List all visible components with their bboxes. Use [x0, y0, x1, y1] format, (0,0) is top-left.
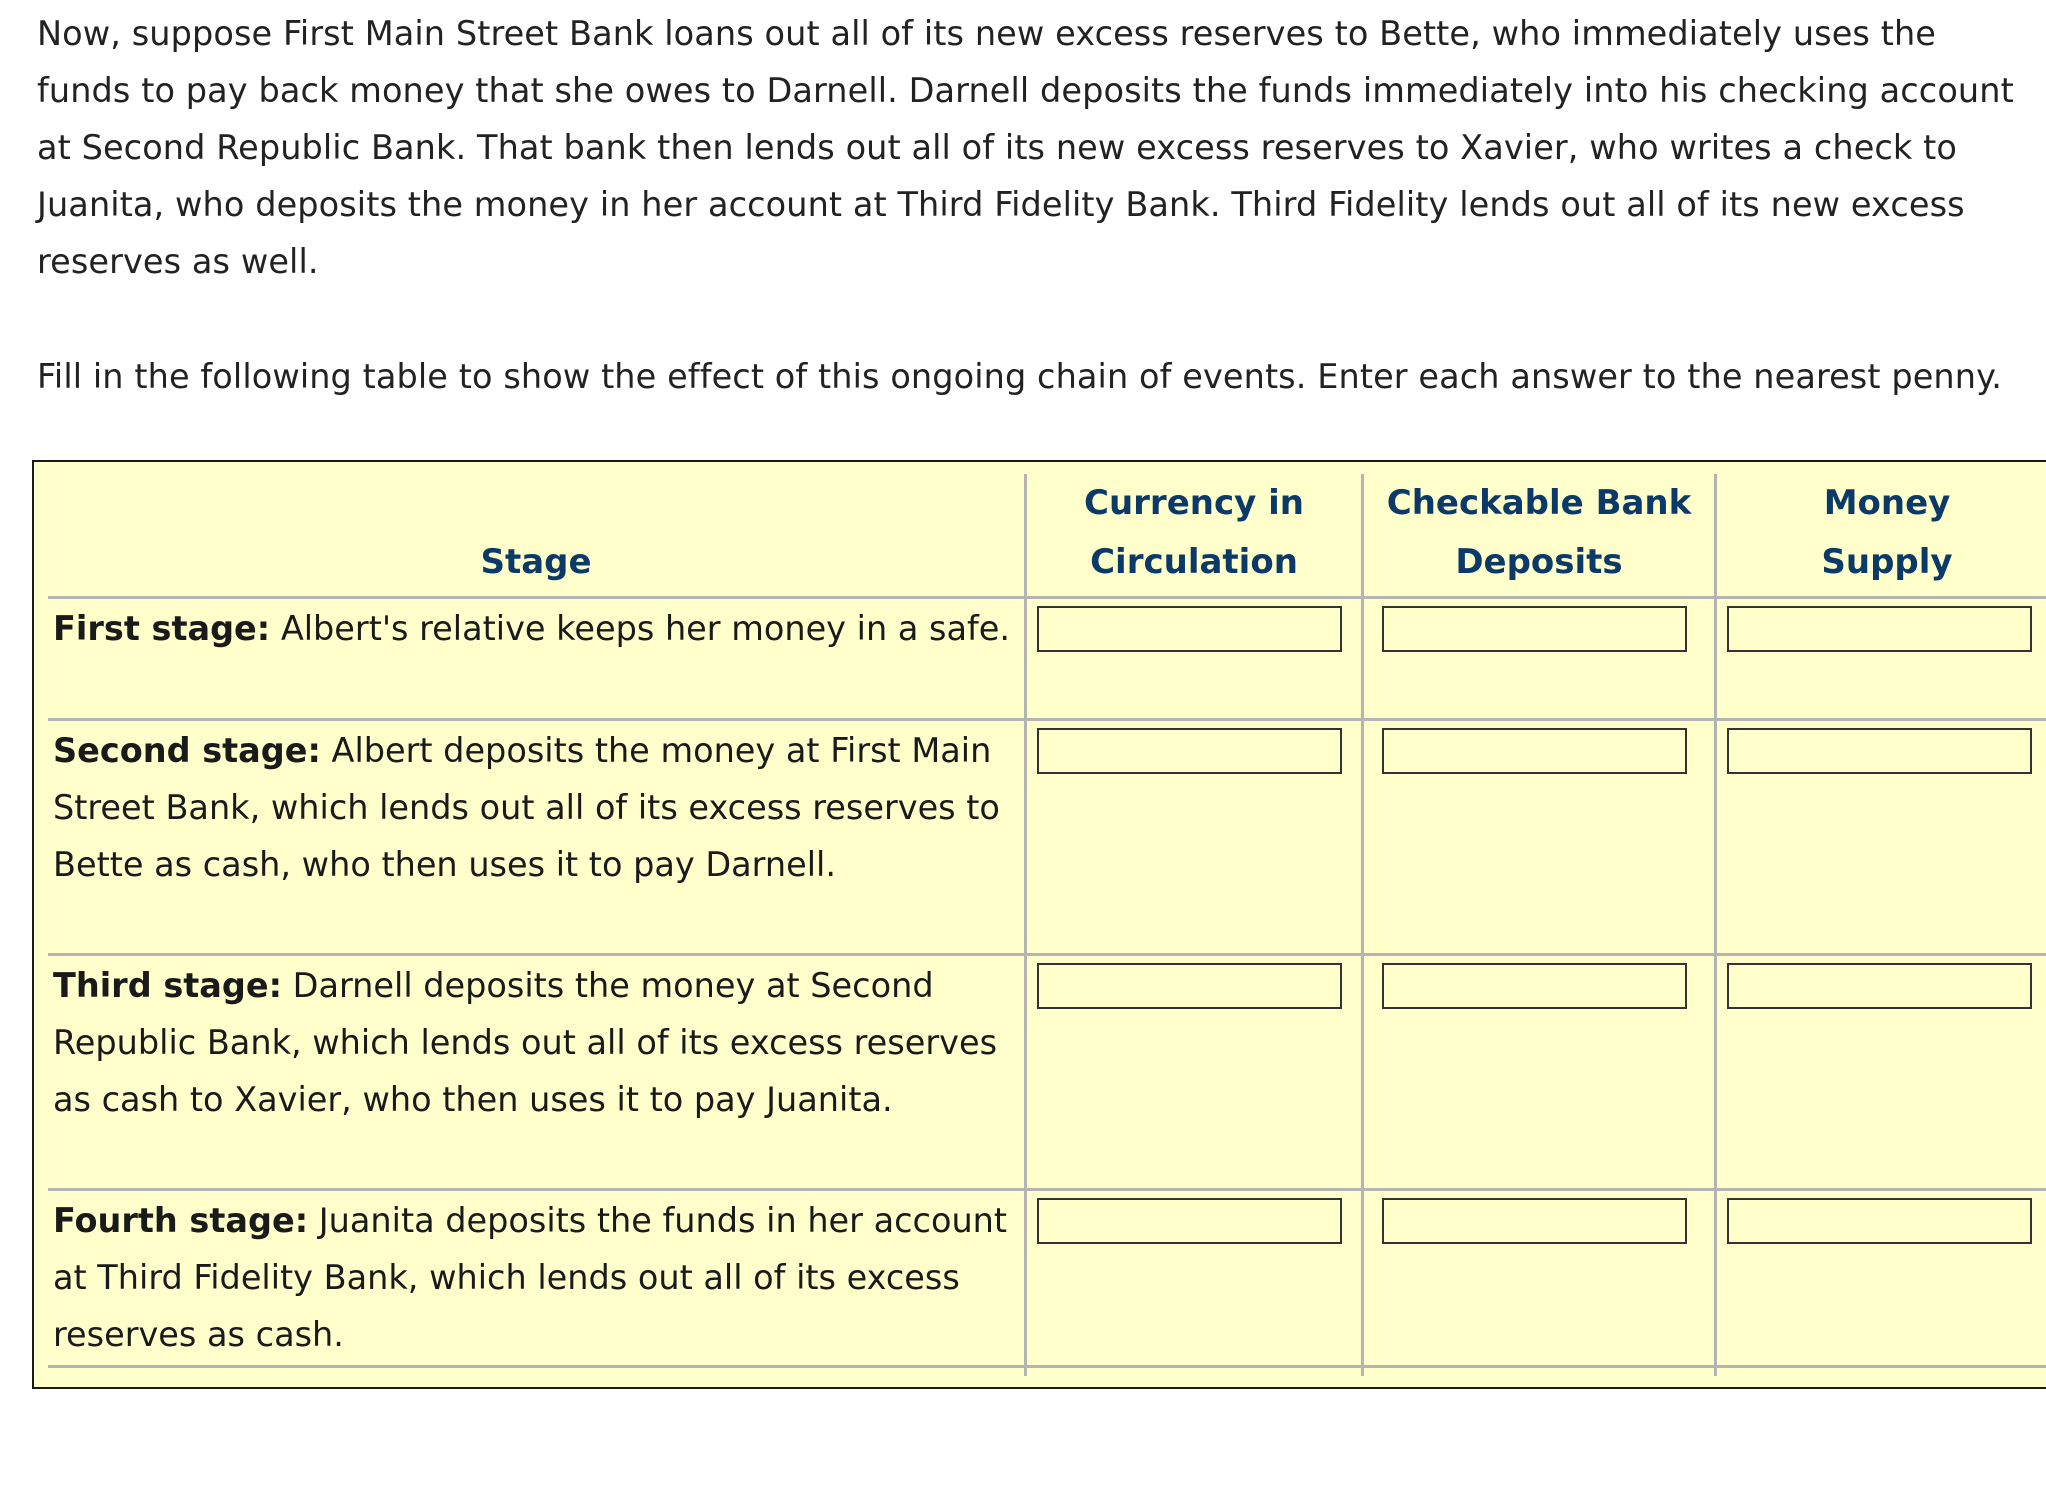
- row-divider: [48, 1365, 2046, 1368]
- first-stage-deposits-input[interactable]: [1382, 606, 1687, 652]
- stage-text: Darnell deposits the money at Second Republic Bank, which lends out all of its excess reserves as cash to Xavier, who then uses it to pay Juanita.: [53, 966, 998, 1119]
- second-stage-currency-input[interactable]: [1037, 728, 1342, 774]
- second-stage-deposits-input[interactable]: [1382, 728, 1687, 774]
- row-divider: [48, 953, 2046, 956]
- stage-text: Albert's relative keeps her money in a safe.: [270, 609, 1011, 648]
- stage-label: First stage:: [53, 609, 271, 648]
- fourth-stage-money-supply-input[interactable]: [1727, 1198, 2032, 1244]
- header-stage: [48, 533, 1024, 592]
- row-divider: [48, 1188, 2046, 1191]
- stage-text: Juanita deposits the funds in her account at Third Fidelity Bank, which lends out all of its excess reserves as cash.: [53, 1201, 1008, 1354]
- first-stage-currency-input[interactable]: [1037, 606, 1342, 652]
- header-deposits-line1: Checkable Bank: [1386, 483, 1692, 523]
- first-stage-money-supply-input[interactable]: [1727, 606, 2032, 652]
- fourth-stage-currency-input[interactable]: [1037, 1198, 1342, 1244]
- row-divider: [48, 718, 2046, 721]
- money-supply-table: [32, 460, 2046, 1389]
- header-stage-label: Stage: [480, 542, 592, 582]
- header-money-line1: Money: [1823, 483, 1951, 523]
- instruction-paragraph: Fill in the following table to show the effect of this ongoing chain of events. Enter each answer to the nearest penny.: [37, 357, 2002, 396]
- stage-label: Fourth stage:: [53, 1201, 309, 1240]
- row-divider: [48, 596, 2046, 599]
- third-stage-money-supply-input[interactable]: [1727, 963, 2032, 1009]
- stage-label: Third stage:: [53, 966, 283, 1005]
- header-currency-line1: Currency in: [1084, 483, 1304, 523]
- header-currency-in-circulation: [1027, 474, 1361, 592]
- stage-description-second: [53, 722, 1013, 893]
- stage-description-fourth: [53, 1192, 1013, 1363]
- header-currency-line2: Circulation: [1090, 542, 1298, 582]
- stage-description-first: [53, 600, 1013, 657]
- column-divider: [1361, 474, 1364, 1376]
- column-divider: [1024, 474, 1027, 1376]
- header-money-line2: Supply: [1821, 542, 1953, 582]
- third-stage-currency-input[interactable]: [1037, 963, 1342, 1009]
- stage-text: Albert deposits the money at First Main Street Bank, which lends out all of its excess reserves to Bette as cash, who then uses it to pay Darnell.: [53, 731, 1000, 884]
- column-divider: [1714, 474, 1717, 1376]
- header-checkable-bank-deposits: [1364, 474, 1714, 592]
- intro-paragraph: Now, suppose First Main Street Bank loans out all of its new excess reserves to Bette, who immediately uses the funds to pay back money that she owes to Darnell. Darnell deposits the funds immediately into his checking account at Second Republic Bank. That bank then lends out all of its new excess reserves to Xavier, who writes a check to Juanita, who deposits the money in her account at Third Fidelity Bank. Third Fidelity lends out all of its new excess reserves as well.: [37, 14, 2014, 281]
- stage-description-third: [53, 957, 1013, 1128]
- fourth-stage-deposits-input[interactable]: [1382, 1198, 1687, 1244]
- stage-label: Second stage:: [53, 731, 321, 770]
- second-stage-money-supply-input[interactable]: [1727, 728, 2032, 774]
- header-money-supply: [1717, 474, 2046, 592]
- header-deposits-line2: Deposits: [1455, 542, 1623, 582]
- third-stage-deposits-input[interactable]: [1382, 963, 1687, 1009]
